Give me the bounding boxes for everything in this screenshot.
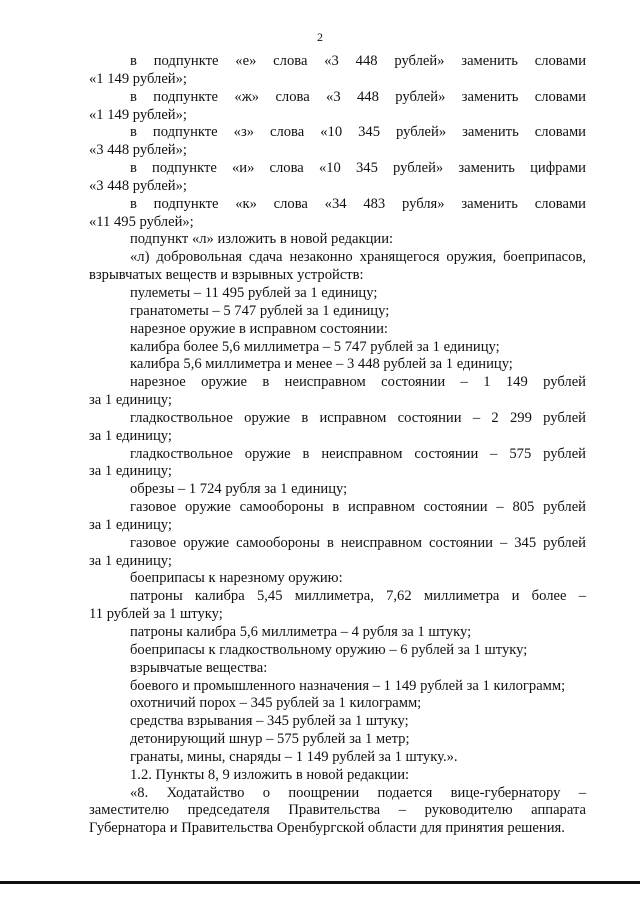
text-line: боеприпасы к нарезному оружию: <box>130 570 343 587</box>
text-line: 11 рублей за 1 штуку; <box>89 606 223 623</box>
text-line: «1 149 рублей»; <box>89 106 187 123</box>
text-line: за 1 единицу; <box>89 516 172 533</box>
text-line: «8. Ходатайство о поощрении подается вице-губернатору – <box>130 784 586 801</box>
text-line: взрывчатые вещества: <box>130 659 268 676</box>
text-line: средства взрывания – 345 рублей за 1 штуку; <box>130 713 409 730</box>
text-line: «11 495 рублей»; <box>89 213 194 230</box>
text-line: в подпункте «и» слова «10 345 рублей» заменить цифрами <box>130 160 586 177</box>
text-line: в подпункте «е» слова «3 448 рублей» заменить словами <box>130 53 586 69</box>
text-line: гладкоствольное оружие в неисправном состоянии – 575 рублей <box>130 445 586 462</box>
document-body <box>89 53 586 838</box>
text-line: нарезное оружие в исправном состоянии: <box>130 320 388 337</box>
text-line: патроны калибра 5,45 миллиметра, 7,62 миллиметра и более – <box>130 588 586 605</box>
text-line: за 1 единицу; <box>89 552 172 569</box>
text-line: газовое оружие самообороны в неисправном состоянии – 345 рублей <box>130 534 586 551</box>
text-line: «3 448 рублей»; <box>89 142 187 159</box>
bottom-rule <box>0 881 640 884</box>
text-line: заместителю председателя Правительства – руководителю аппарата <box>89 802 586 819</box>
text-line: подпункт «л» изложить в новой редакции: <box>130 231 394 248</box>
text-line: за 1 единицу; <box>89 427 172 444</box>
text-line: за 1 единицу; <box>89 463 172 480</box>
text-line: пулеметы – 11 495 рублей за 1 единицу; <box>130 284 378 301</box>
text-line: калибра более 5,6 миллиметра – 5 747 рублей за 1 единицу; <box>130 338 500 355</box>
page-number: 2 <box>317 30 323 44</box>
text-line: гранатометы – 5 747 рублей за 1 единицу; <box>130 302 390 319</box>
text-line: Губернатора и Правительства Оренбургской области для принятия решения. <box>89 820 565 837</box>
text-line: боевого и промышленного назначения – 1 149 рублей за 1 килограмм; <box>130 677 566 694</box>
text-line: «л) добровольная сдача незаконно хранящегося оружия, боеприпасов, <box>130 249 586 266</box>
text-line: нарезное оружие в неисправном состоянии – 1 149 рублей <box>130 374 586 391</box>
text-line: газовое оружие самообороны в исправном состоянии – 805 рублей <box>130 499 586 516</box>
text-line: охотничий порох – 345 рублей за 1 килограмм; <box>130 695 422 712</box>
text-line: детонирующий шнур – 575 рублей за 1 метр; <box>130 731 410 748</box>
text-line: за 1 единицу; <box>89 392 172 409</box>
text-line: в подпункте «ж» слова «3 448 рублей» заменить словами <box>130 88 586 105</box>
text-line: гладкоствольное оружие в исправном состоянии – 2 299 рублей <box>130 409 586 426</box>
text-line: гранаты, мины, снаряды – 1 149 рублей за 1 штуку.». <box>130 748 458 765</box>
text-line: «1 149 рублей»; <box>89 70 187 87</box>
text-line: взрывчатых веществ и взрывных устройств: <box>89 267 364 284</box>
text-line: в подпункте «з» слова «10 345 рублей» заменить словами <box>130 124 586 141</box>
text-line: «3 448 рублей»; <box>89 177 187 194</box>
text-line: обрезы – 1 724 рубля за 1 единицу; <box>130 481 348 498</box>
text-line: 1.2. Пункты 8, 9 изложить в новой редакции: <box>130 766 410 783</box>
text-line: калибра 5,6 миллиметра и менее – 3 448 рублей за 1 единицу; <box>130 356 513 373</box>
text-line: в подпункте «к» слова «34 483 рубля» заменить словами <box>130 195 586 212</box>
text-line: патроны калибра 5,6 миллиметра – 4 рубля за 1 штуку; <box>130 624 472 640</box>
text-line: боеприпасы к гладкоствольному оружию – 6 рублей за 1 штуку; <box>130 641 528 658</box>
